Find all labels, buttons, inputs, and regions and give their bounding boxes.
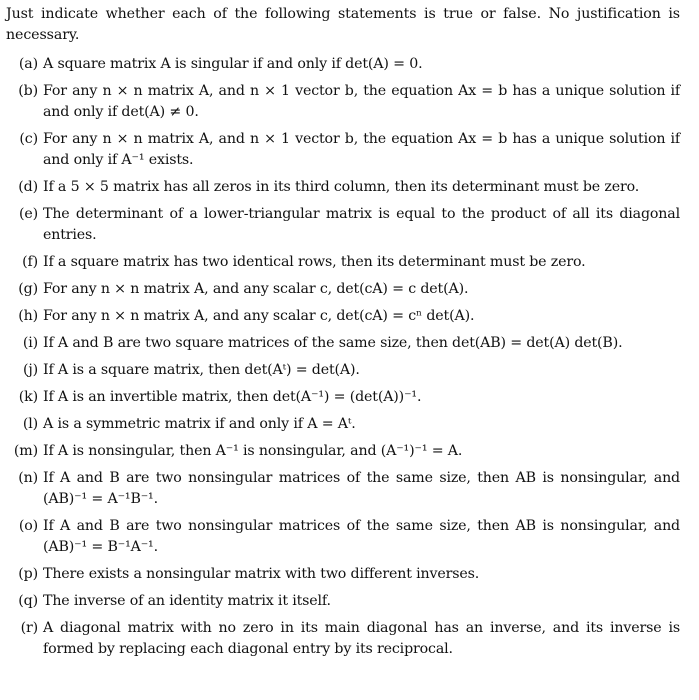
statement-text: There exists a nonsingular matrix with two different inverses. xyxy=(43,566,480,582)
statement-text: If A and B are two nonsingular matrices of the same size, then AB is nonsingular, and (AB)⁻¹ = A⁻¹B⁻¹. xyxy=(43,470,680,507)
statement-item-e xyxy=(6,204,680,246)
statement-text: If A is an invertible matrix, then det(A⁻¹) = (det(A))⁻¹. xyxy=(43,389,422,405)
statement-text: The determinant of a lower-triangular matrix is equal to the product of all its diagonal entries. xyxy=(43,206,680,243)
statement-text: If a 5 × 5 matrix has all zeros in its third column, then its determinant must be zero. xyxy=(43,179,640,195)
statement-text: A is a symmetric matrix if and only if A = Aᵗ. xyxy=(43,416,356,432)
statement-label: (d) xyxy=(18,179,38,195)
statement-item-c xyxy=(6,129,680,171)
statement-label: (r) xyxy=(20,620,38,636)
statement-item-b xyxy=(6,81,680,123)
statement-item-g xyxy=(6,279,680,300)
statement-item-a xyxy=(6,54,680,75)
instructions-paragraph: Just indicate whether each of the following statements is true or false. No justification is necessary. xyxy=(6,6,680,43)
statement-label: (l) xyxy=(22,416,38,432)
statement-label: (f) xyxy=(22,254,38,270)
statement-list xyxy=(6,54,680,660)
statement-item-f xyxy=(6,252,680,273)
statement-item-p xyxy=(6,564,680,585)
statement-item-i xyxy=(6,333,680,354)
statement-item-o xyxy=(6,516,680,558)
statement-label: (n) xyxy=(18,470,38,486)
statement-text: If A is a square matrix, then det(Aᵗ) = det(A). xyxy=(43,362,360,378)
statement-text: If A is nonsingular, then A⁻¹ is nonsingular, and (A⁻¹)⁻¹ = A. xyxy=(43,443,463,459)
statement-label: (e) xyxy=(18,206,38,222)
statement-text: For any n × n matrix A, and n × 1 vector b, the equation Ax = b has a unique solution if and only if A⁻¹ exists. xyxy=(43,131,680,168)
statement-label: (h) xyxy=(18,308,38,324)
statement-label: (a) xyxy=(18,56,38,72)
statement-label: (b) xyxy=(18,83,38,99)
statement-text: For any n × n matrix A, and any scalar c, det(cA) = cⁿ det(A). xyxy=(43,308,475,324)
statement-item-q xyxy=(6,591,680,612)
statement-text: For any n × n matrix A, and any scalar c, det(cA) = c det(A). xyxy=(43,281,469,297)
statement-label: (g) xyxy=(18,281,38,297)
statement-text: A diagonal matrix with no zero in its main diagonal has an inverse, and its inverse is formed by replacing each diagonal entry by its reciprocal. xyxy=(43,620,680,657)
document-page xyxy=(6,4,680,666)
statement-label: (k) xyxy=(18,389,38,405)
statement-label: (j) xyxy=(22,362,38,378)
statement-text: If A and B are two square matrices of the same size, then det(AB) = det(A) det(B). xyxy=(43,335,623,351)
statement-text: If A and B are two nonsingular matrices of the same size, then AB is nonsingular, and (AB)⁻¹ = B⁻¹A⁻¹. xyxy=(43,518,680,555)
statement-label: (m) xyxy=(13,443,38,459)
statement-text: The inverse of an identity matrix it itself. xyxy=(43,593,331,609)
statement-item-h xyxy=(6,306,680,327)
statement-item-n xyxy=(6,468,680,510)
statement-item-m xyxy=(6,441,680,462)
statement-item-r xyxy=(6,618,680,660)
statement-label: (q) xyxy=(18,593,38,609)
statement-label: (c) xyxy=(19,131,38,147)
statement-item-j xyxy=(6,360,680,381)
statement-label: (o) xyxy=(18,518,38,534)
statement-label: (i) xyxy=(22,335,38,351)
statement-text: If a square matrix has two identical rows, then its determinant must be zero. xyxy=(43,254,586,270)
statement-item-d xyxy=(6,177,680,198)
statement-text: For any n × n matrix A, and n × 1 vector b, the equation Ax = b has a unique solution if and only if det(A) ≠ 0. xyxy=(43,83,680,120)
statement-item-k xyxy=(6,387,680,408)
statement-text: A square matrix A is singular if and only if det(A) = 0. xyxy=(43,56,423,72)
statement-item-l xyxy=(6,414,680,435)
statement-label: (p) xyxy=(18,566,38,582)
